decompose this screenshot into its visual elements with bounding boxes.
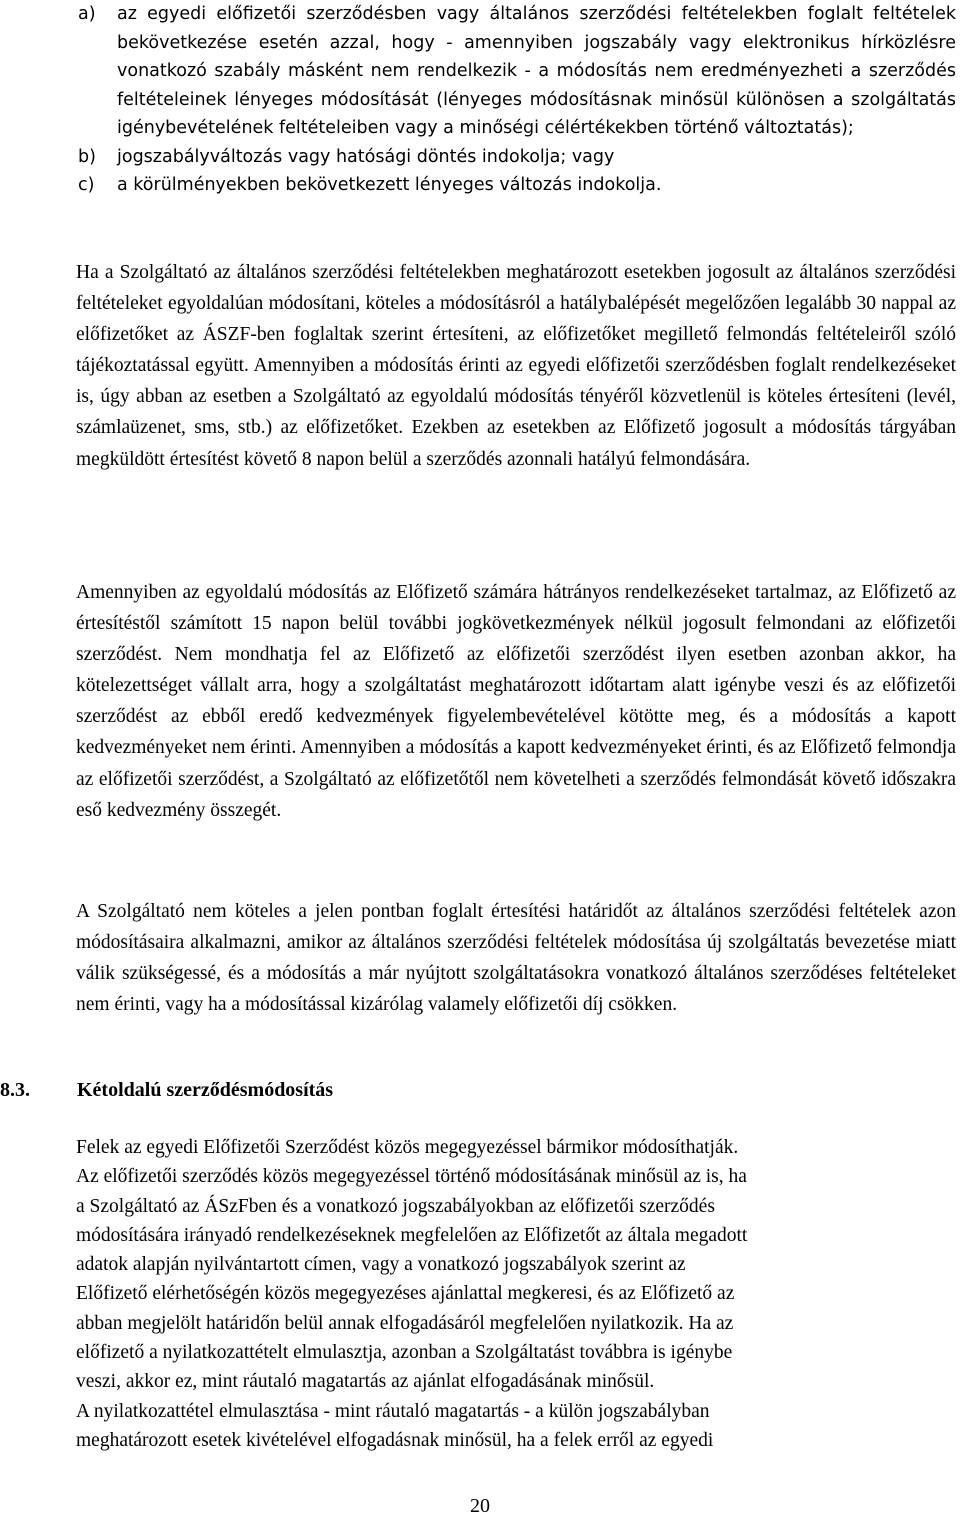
text-line: Az előfizetői szerződés közös megegyezéssel történő módosításának minősül az is, ha (76, 1166, 747, 1188)
list-item (76, 143, 956, 172)
list-item (76, 171, 956, 200)
text-line: adatok alapján nyilvántartott címen, vagy a vonatkozó jogszabályok szerint az (76, 1254, 686, 1276)
text-line: A nyilatkozattétel elmulasztása - mint ráutaló magatartás - a külön jogszabályban (76, 1400, 710, 1422)
list-marker: a) (78, 4, 96, 24)
section-number: 8.3. (0, 1079, 30, 1101)
list-item-text: a körülményekben bekövetkezett lényeges változás indokolja. (117, 175, 662, 195)
paragraph-unilateral-modification: Ha a Szolgáltató az általános szerződési feltételekben meghatározott esetekben jogosult az általános szerződési feltételeket egyoldalúan módosítani, köteles a módosításról a hatálybalépését megelőzően legalább 30 nappal az előfizetőket az ÁSZF-ben foglaltak szerint értesíteni, az előfizetőket megillető felmondás feltételeiről szóló tájékoztatással együtt. Amennyiben a módosítás érinti az egyedi előfizetői szerződésben foglalt rendelkezéseket is, úgy abban az esetben a Szolgáltató az egyoldalú módosítás tényéről közvetlenül is köteles értesíteni (levél, számlaüzenet, sms, stb.) az előfizetőket. Ezekben az esetekben az Előfizető jogosult a módosítás tárgyában megküldött értesítést követő 8 napon belül a szerződés azonnali hatályú felmondására. (76, 262, 956, 470)
paragraph-notification-exception: A Szolgáltató nem köteles a jelen pontban foglalt értesítési határidőt az általános szerződési feltételek azon módosításaira alkalmazni, amikor az általános szerződési feltételek módosítása új szolgáltatás bevezetése miatt válik szükségessé, és a módosítás a már nyújtott szolgáltatásokra vonatkozó általános szerződéses feltételeket nem érinti, vagy ha a módosítással kizárólag valamely előfizetői díj csökken. (76, 901, 956, 1016)
list-item-text: jogszabályváltozás vagy hatósági döntés indokolja; vagy (117, 146, 615, 167)
list-item (76, 0, 956, 143)
paragraph-disadvantageous-terms: Amennyiben az egyoldalú módosítás az Előfizető számára hátrányos rendelkezéseket tartalmaz, az Előfizető az értesítéstől számított 15 napon belül további jogkövetkezmények nélkül jogosult felmondani az előfizetői szerződést. Nem mondhatja fel az Előfizető az előfizetői szerződést ilyen esetben azonban akkor, ha kötelezettséget vállalt arra, hogy a szolgáltatást meghatározott időtartam alatt igénybe veszi és az előfizetői szerződést az ebből eredő kedvezmények figyelembevételével kötötte meg, és a módosítás a kapott kedvezményeket nem érinti. Amennyiben a módosítás a kapott kedvezményeket érinti, és az Előfizető felmondja az előfizetői szerződést, a Szolgáltató az előfizetőtől nem követelheti a szerződés felmondását követő időszakra eső kedvezmény összegét. (76, 582, 956, 821)
text-line: veszi, akkor ez, mint ráutaló magatartás az ajánlat elfogadásának minősül. (76, 1371, 655, 1393)
text-line: a Szolgáltató az ÁSzFben és a vonatkozó jogszabályokban az előfizetői szerződés (76, 1195, 715, 1217)
text-line: előfizető a nyilatkozattételt elmulasztja, azonban a Szolgáltatást továbbra is igénybe (76, 1342, 733, 1364)
section-title: Kétoldalú szerződésmódosítás (77, 1079, 334, 1101)
list-item-text: az egyedi előfizetői szerződésben vagy általános szerződési feltételekben foglalt feltételek bekövetkezése esetén azzal, hogy - amennyiben jogszabály vagy elektronikus hírközlésre vonatkozó szabály másként nem rendelkezik - a módosítás nem eredményezheti a szerződés feltételeinek lényeges módosítását (lényeges módosításnak minősül különösen a szolgáltatás igénybevételének feltételeiben vagy a minőségi célértékekben történő változtatás); (117, 4, 956, 138)
list-marker: c) (78, 175, 95, 195)
list-marker: b) (78, 146, 96, 167)
page-number: 20 (470, 1495, 490, 1517)
paragraph-bilateral-modification (76, 1133, 956, 1455)
text-line: abban megjelölt határidőn belül annak elfogadásáról megfelelően nyilatkozik. Ha az (76, 1312, 734, 1334)
text-line: meghatározott esetek kivételével elfogadásnak minősül, ha a felek erről az egyedi (76, 1429, 714, 1451)
condition-list (76, 0, 956, 200)
text-line: módosítására irányadó rendelkezéseknek megfelelően az Előfizetőt az általa megadott (76, 1224, 748, 1246)
text-line: Felek az egyedi Előfizetői Szerződést közös megegyezéssel bármikor módosíthatják. (76, 1137, 739, 1158)
text-line: Előfizető elérhetőségén közös megegyezéses ajánlattal megkeresi, és az Előfizető az (76, 1283, 735, 1305)
